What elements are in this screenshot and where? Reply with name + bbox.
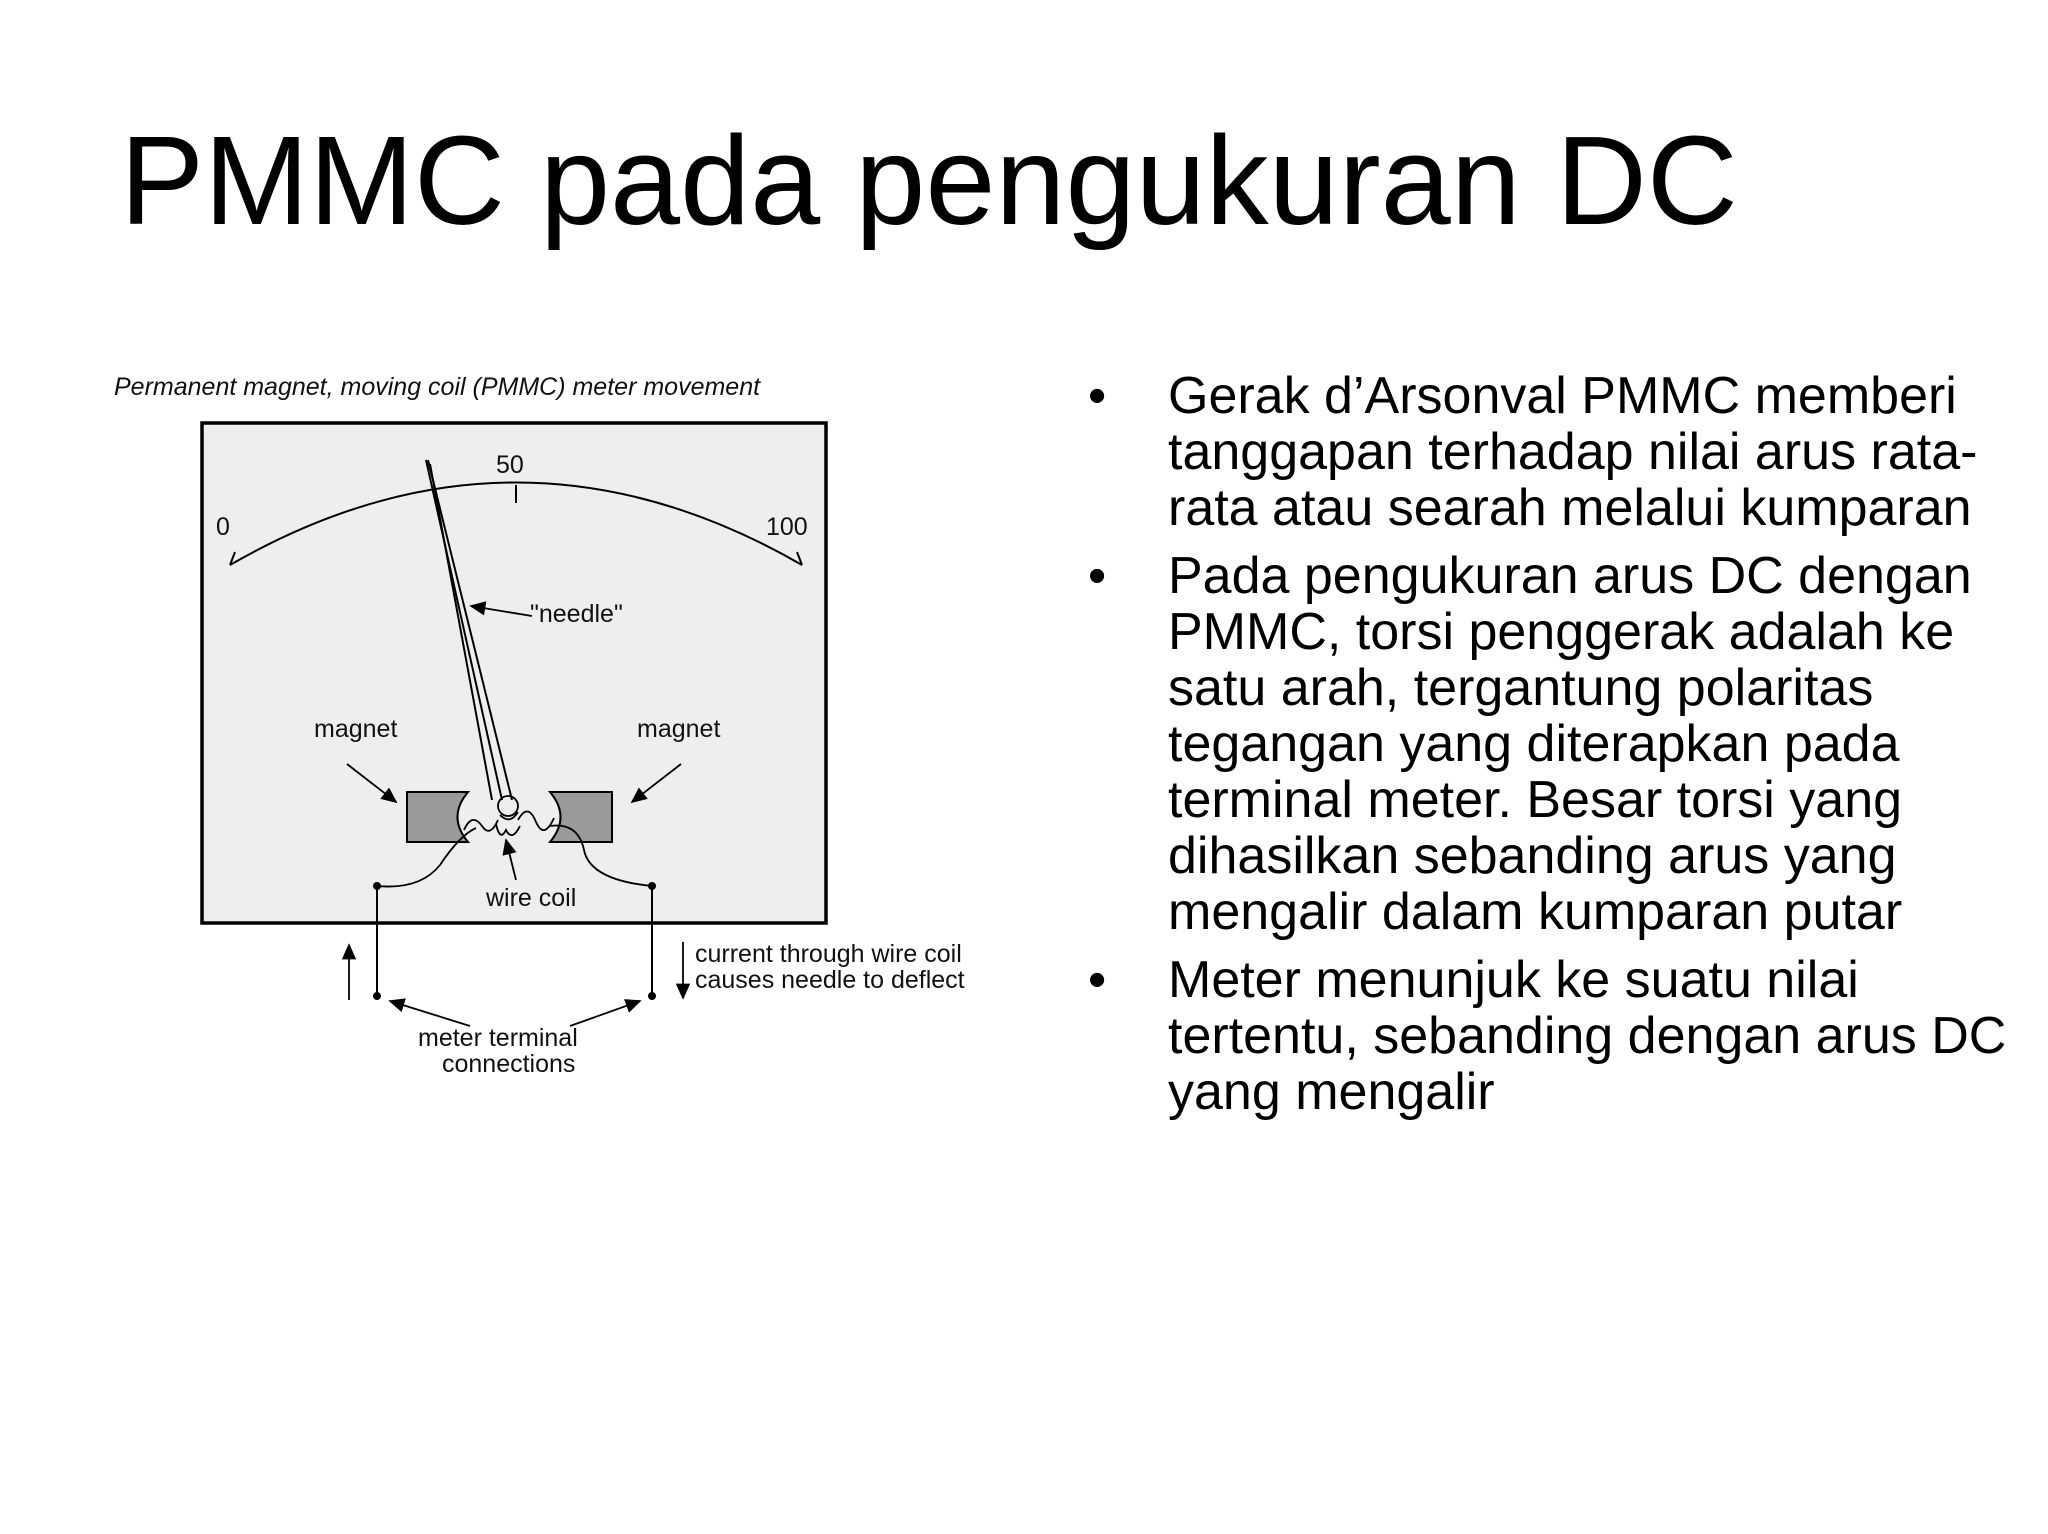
terminals-label-line1: meter terminal (418, 1024, 578, 1052)
scale-label-mid: 50 (496, 451, 524, 479)
bullet-text: Gerak d’Arsonval PMMC memberi tanggapan terhadap nilai arus rata-rata atau searah melalui kumparan (1168, 367, 1978, 537)
bullet-item (1080, 368, 2040, 536)
meter-panel (202, 423, 826, 923)
terminal-dot-right-bottom (648, 992, 656, 1000)
bullet-marker: • (1088, 951, 1107, 1009)
terminals-arrow-left (390, 1001, 470, 1026)
bullet-text: Pada pengukuran arus DC dengan PMMC, torsi penggerak adalah ke satu arah, tergantung polaritas tegangan yang diterapkan pada terminal meter. Besar torsi yang dihasilkan sebanding arus yang mengalir dalam kumparan putar (1168, 547, 1972, 941)
terminal-dot-left-bottom (373, 992, 381, 1000)
scale-label-min: 0 (216, 513, 230, 541)
bullet-list (1080, 368, 2040, 1132)
bullet-item (1080, 548, 2040, 940)
needle-label: "needle" (530, 600, 623, 628)
current-label-line2: causes needle to deflect (695, 966, 965, 994)
wire-coil-label: wire coil (486, 884, 577, 912)
diagram-caption: Permanent magnet, moving coil (PMMC) meter movement (114, 373, 761, 401)
magnet-label-left: magnet (314, 715, 398, 743)
terminals-arrow-right (570, 1001, 640, 1026)
bullet-marker: • (1088, 547, 1107, 605)
slide-title: PMMC pada pengukuran DC (120, 110, 1738, 251)
pmmc-meter-diagram (100, 360, 1040, 1090)
terminals-label-line2: connections (442, 1050, 576, 1078)
magnet-label-right: magnet (637, 715, 721, 743)
bullet-item (1080, 952, 2040, 1120)
scale-label-max: 100 (766, 513, 808, 541)
bullet-marker: • (1088, 367, 1107, 425)
current-label-line1: current through wire coil (695, 940, 962, 968)
bullet-text: Meter menunjuk ke suatu nilai tertentu, sebanding dengan arus DC yang mengalir (1168, 951, 2007, 1121)
